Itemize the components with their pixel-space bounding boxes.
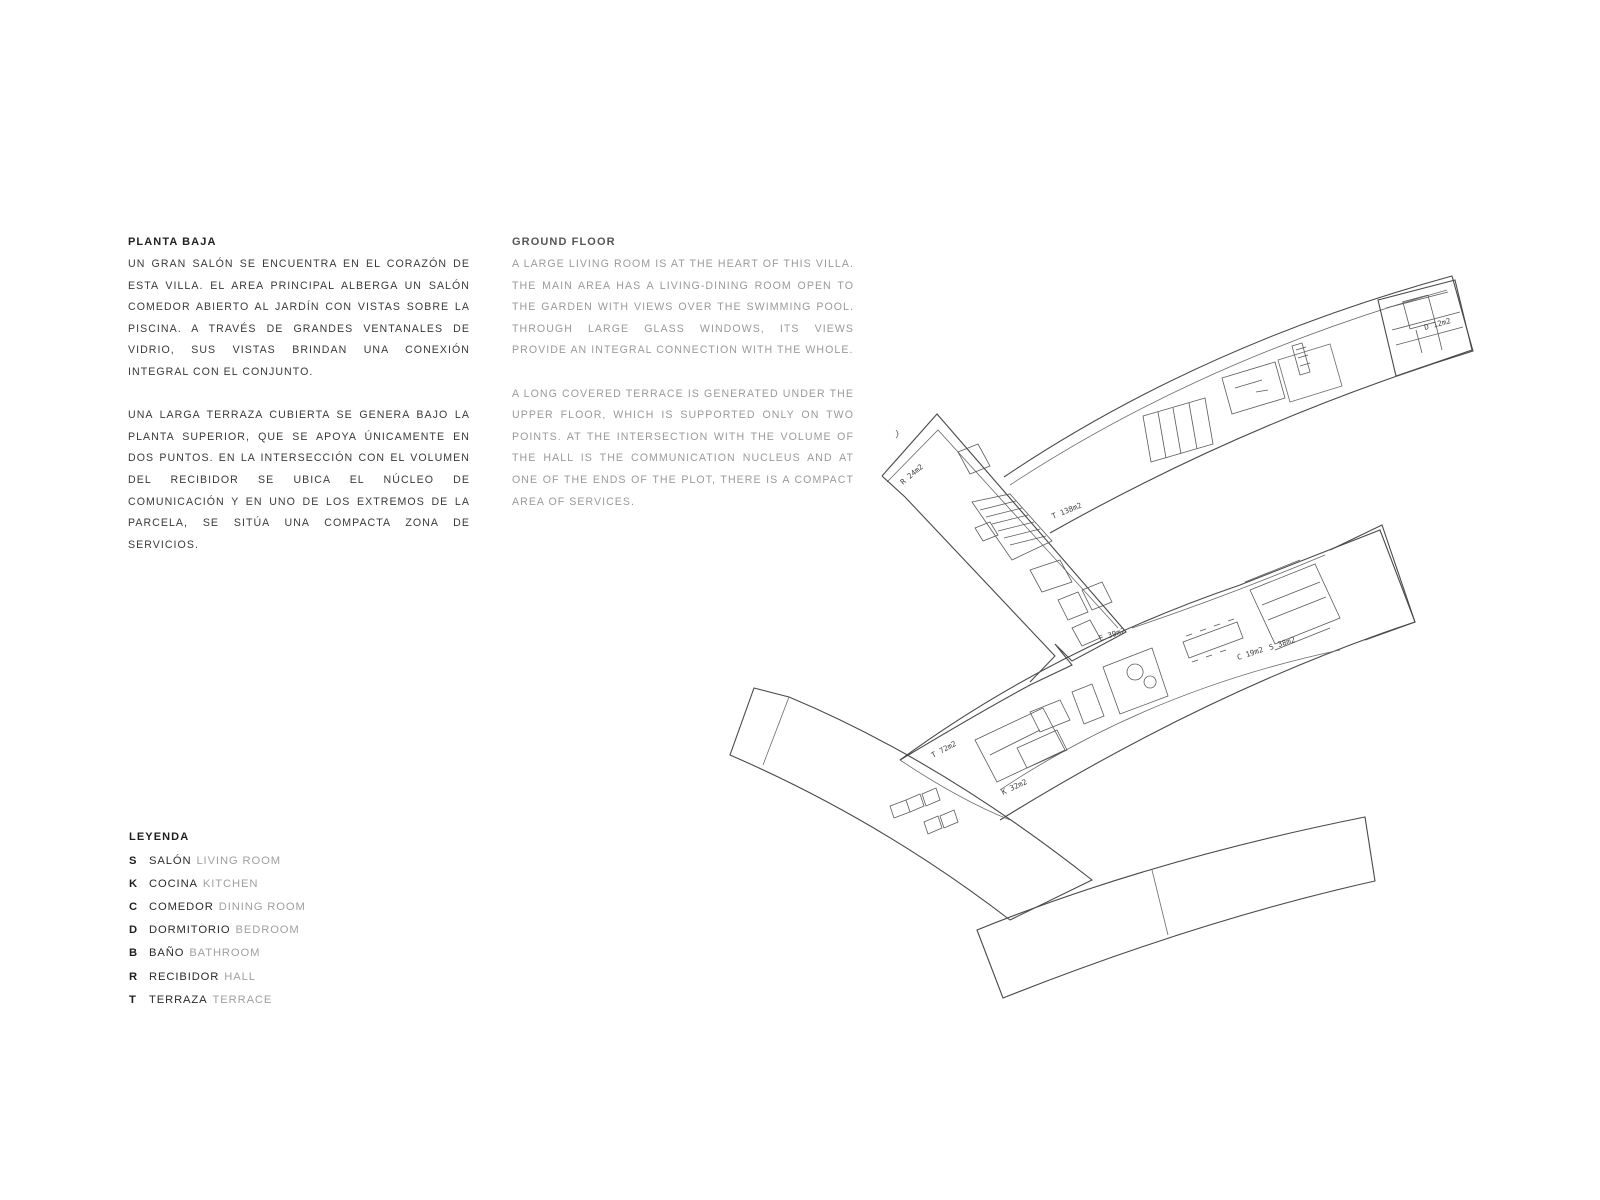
legend-english-term: KITCHEN bbox=[202, 877, 259, 890]
covered-terrace bbox=[730, 688, 1092, 920]
legend-spanish-term: TERRAZA bbox=[149, 993, 208, 1006]
english-paragraph-1: A LARGE LIVING ROOM IS AT THE HEART OF THIS VILLA. THE MAIN AREA HAS A LIVING-DINING ROOM OPEN TO THE GARDEN WITH VIEWS OVER THE SWIMMING POOL. THROUGH LARGE GLASS WINDOWS, ITS VIEWS PROVIDE AN INTEGRAL CONNECTION WITH THE WHOLE. bbox=[512, 258, 854, 357]
legend-key: R bbox=[129, 970, 138, 983]
hall-volume bbox=[882, 414, 1126, 760]
legend-english-term: BATHROOM bbox=[189, 947, 261, 960]
bedroom-partition bbox=[1278, 344, 1342, 402]
label-kitchen: K 32m2 bbox=[1000, 777, 1029, 797]
spanish-heading: PLANTA BAJA bbox=[128, 236, 217, 248]
legend-key: B bbox=[129, 947, 138, 960]
label-dining: C 19m2 bbox=[1235, 644, 1265, 662]
staircase bbox=[972, 494, 1052, 560]
upper-wing bbox=[1004, 276, 1473, 533]
english-heading: GROUND FLOOR bbox=[512, 236, 616, 248]
legend-key: T bbox=[129, 993, 137, 1006]
sofa-set bbox=[1103, 648, 1168, 714]
spanish-paragraph-2: UNA LARGA TERRAZA CUBIERTA SE GENERA BAJO LA PLANTA SUPERIOR, QUE SE APOYA ÚNICAMENTE EN DOS PUNTOS. EN LA INTERSECCIÓN CON EL VOLUMEN DEL RECIBIDOR SE UBICA EL NÚCLEO DE COMUNICACIÓN Y EN UNO DE LOS EXTREMOS DE LA PARCELA, SE SITÚA UNA COMPACTA ZONA DE SERVICIOS. bbox=[128, 409, 470, 551]
terrace-inner bbox=[900, 760, 1010, 820]
legend-title: LEYENDA bbox=[129, 831, 190, 843]
wardrobe bbox=[1143, 398, 1213, 462]
label-living: S 38m2 bbox=[1267, 634, 1297, 652]
label-terrace: T 138m2 bbox=[1050, 500, 1084, 521]
dining-chairs bbox=[1292, 343, 1310, 375]
label-terrace-small: T 72m2 bbox=[929, 739, 958, 760]
terrace-outline bbox=[730, 688, 1092, 920]
legend-spanish-term: DORMITORIO bbox=[149, 924, 231, 937]
detail-mark bbox=[896, 430, 898, 438]
legend-spanish-term: COCINA bbox=[149, 877, 198, 890]
legend-english-term: DINING ROOM bbox=[218, 900, 306, 913]
living-wing-end bbox=[1330, 525, 1415, 640]
pool-band bbox=[977, 817, 1375, 998]
legend-english-term: HALL bbox=[224, 970, 256, 983]
legend-key: S bbox=[129, 854, 138, 867]
label-hall: R 24m2 bbox=[898, 462, 926, 487]
legend-key: D bbox=[129, 924, 138, 937]
living-wing-inner bbox=[1000, 555, 1340, 790]
dining-table bbox=[1183, 619, 1243, 662]
legend-english-term: TERRACE bbox=[212, 993, 273, 1006]
hall-inner-wall bbox=[887, 430, 1118, 628]
legend-spanish-term: SALÓN bbox=[149, 854, 192, 867]
label-bedroom: D 12m2 bbox=[1423, 316, 1452, 332]
side-chairs bbox=[890, 788, 958, 834]
legend-key: C bbox=[129, 900, 138, 913]
kitchen-appliances bbox=[1030, 684, 1104, 732]
label-stair: E 39m2 bbox=[1097, 625, 1127, 643]
hall-left-wall bbox=[882, 476, 1055, 682]
legend-spanish-term: BAÑO bbox=[149, 947, 185, 960]
kitchen-counter bbox=[975, 708, 1067, 782]
pool-outline bbox=[977, 817, 1375, 998]
legend-english-term: BEDROOM bbox=[235, 924, 300, 937]
legend-key: K bbox=[129, 877, 138, 890]
upper-wing-outline bbox=[1004, 276, 1473, 533]
legend-spanish-term: RECIBIDOR bbox=[149, 970, 220, 983]
terrace-divider bbox=[763, 697, 789, 765]
legend-spanish-term: COMEDOR bbox=[149, 900, 214, 913]
english-paragraph-2: A LONG COVERED TERRACE IS GENERATED UNDER THE UPPER FLOOR, WHICH IS SUPPORTED ONLY ON TWO POINTS. AT THE INTERSECTION WITH THE VOLUME OF THE HALL IS THE COMMUNICATION NUCLEUS AND AT ONE OF THE ENDS OF THE PLOT, THERE IS A COMPACT AREA OF SERVICES. bbox=[512, 387, 854, 508]
upper-wing-inner-line bbox=[1010, 290, 1447, 485]
spanish-paragraph-1: UN GRAN SALÓN SE ENCUENTRA EN EL CORAZÓN DE ESTA VILLA. EL AREA PRINCIPAL ALBERGA UN SALÓN COMEDOR ABIERTO AL JARDÍN CON VISTAS SOBRE LA PISCINA. A TRAVÉS DE GRANDES VENTANALES DE VIDRIO, SUS VISTAS BRINDAN UNA CONEXIÓN INTEGRAL CON EL CONJUNTO. bbox=[128, 258, 470, 378]
legend-english-term: LIVING ROOM bbox=[196, 854, 281, 867]
desk bbox=[1222, 362, 1285, 414]
pool-divider bbox=[1152, 870, 1168, 935]
